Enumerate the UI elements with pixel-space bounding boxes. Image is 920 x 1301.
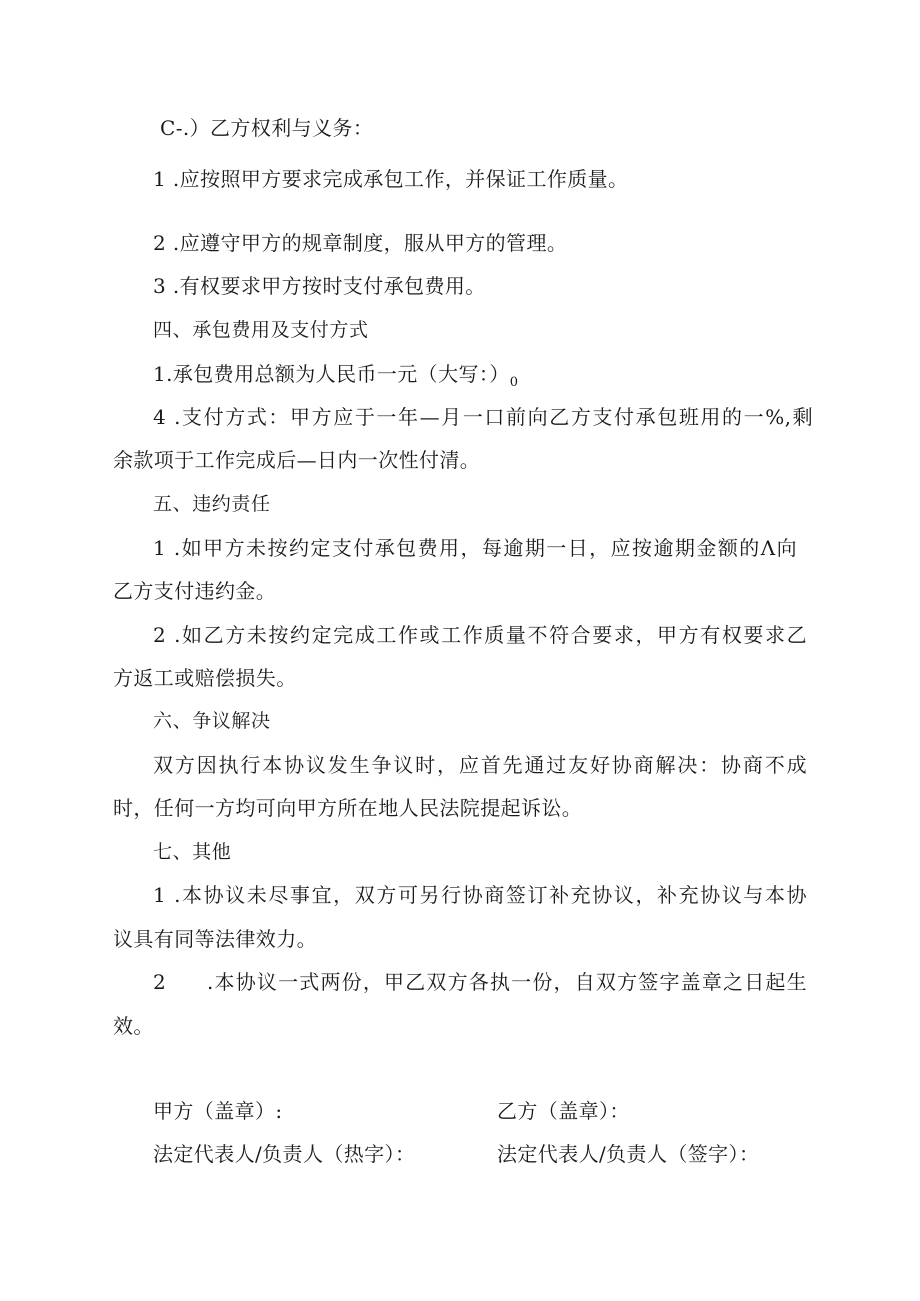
list-item bbox=[153, 360, 853, 392]
list-item-continuation: 乙方支付违约金。 bbox=[113, 579, 277, 603]
section-heading-liability: 五、违约责任 bbox=[153, 493, 271, 515]
list-item: 1 .应按照甲方要求完成承包工作，并保证工作质量。 bbox=[153, 167, 629, 191]
section-heading-party-b-rights: C-.）乙方权利与义务： bbox=[160, 116, 374, 140]
list-item-continuation: 效。 bbox=[113, 1014, 154, 1038]
paragraph: 双方因执行本协议发生争议时，应首先通过友好协商解决：协商不成 bbox=[153, 753, 807, 777]
party-a-rep-label: 法定代表人/负责人（热字）： bbox=[153, 1142, 416, 1166]
list-item: 2 .如乙方未按约定完成工作或工作质量不符合要求，甲方有权要求乙 bbox=[153, 623, 807, 647]
section-heading-dispute: 六、争议解决 bbox=[153, 710, 271, 732]
list-item: 3 .有权要求甲方按时支付承包费用。 bbox=[153, 274, 486, 298]
paragraph-continuation: 时，任何一方均可向甲方所在地人民法院提起诉讼。 bbox=[113, 796, 583, 820]
list-item: 2 .应遵守甲方的规章制度，服从甲方的管理。 bbox=[153, 231, 568, 255]
list-item-continuation: 余款项于工作完成后—日内一次性付清。 bbox=[113, 448, 481, 472]
list-item-number: 2 bbox=[153, 970, 167, 994]
list-item-continuation: 方返工或赔偿损失。 bbox=[113, 666, 297, 690]
list-item: 4 .支付方式：甲方应于一年—月一口前向乙方支付承包班用的一%,剩 bbox=[153, 405, 813, 429]
list-item: .本协议一式两份，甲乙双方各执一份，自双方签字盖章之日起生 bbox=[207, 970, 807, 994]
list-item-continuation: 议具有同等法律效力。 bbox=[113, 927, 317, 951]
fee-total-text: 1.承包费用总额为人民币一元（大写：） bbox=[153, 362, 510, 386]
party-a-seal-label: 甲方（盖章）: bbox=[153, 1099, 283, 1123]
fee-total-tail: 0 bbox=[509, 375, 519, 390]
party-b-seal-label: 乙方（盖章）： bbox=[497, 1099, 630, 1123]
list-item: 1 .如甲方未按约定支付承包费用，每逾期一日，应按逾期金额的Λ向 bbox=[153, 536, 797, 560]
section-heading-other: 七、其他 bbox=[153, 841, 232, 863]
list-item: 1 .本协议未尽事宜，双方可另行协商签订补充协议，补充协议与本协 bbox=[153, 883, 807, 907]
section-heading-fees: 四、承包费用及支付方式 bbox=[153, 319, 369, 341]
party-b-rep-label: 法定代表人/负责人（签字）： bbox=[497, 1142, 760, 1166]
